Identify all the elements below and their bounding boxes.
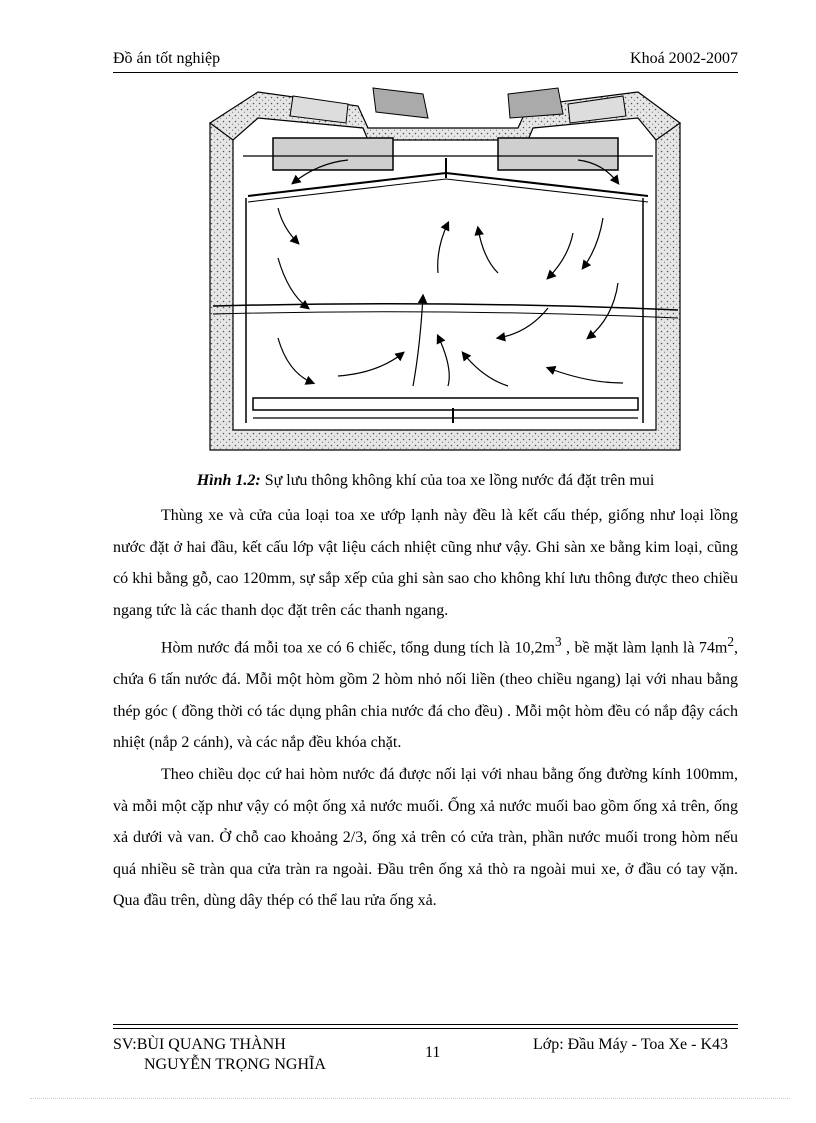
page-header bbox=[113, 50, 738, 74]
page-number: 11 bbox=[425, 1044, 441, 1061]
page-edge bbox=[30, 1098, 790, 1099]
paragraph-2-part-3: , chứa 6 tấn nước đá. Mỗi một hòm gồm 2 hòm nhỏ nối liền (theo chiều ngang) lại với nhau bằng thép góc ( đồng thời có tác dụng phân chia nước đá cho đều) . Mỗi một hòm đều có nắp đậy cách nhiệt (nắp 2 cánh), và các nắp đều khóa chặt. bbox=[113, 639, 739, 752]
floor-grate bbox=[253, 398, 638, 410]
left-hatch-cover bbox=[373, 88, 428, 118]
paragraph-1: Thùng xe và cửa của loại toa xe ướp lạnh này đều là kết cấu thép, giống như loại lồng nước đặt ở hai đầu, kết cấu lớp vật liệu cách nhiệt cũng như vậy. Ghi sàn xe bằng kim loại, cũng có khi bằng gỗ, cao 120mm, sự sắp xếp của ghi sàn sao cho không khí lưu thông được theo chiều ngang tức là các thanh dọc đặt trên các thanh ngang. bbox=[113, 507, 738, 619]
right-ice-bunker bbox=[498, 138, 618, 170]
page-footer bbox=[113, 1034, 738, 1084]
paragraph-2-part-2: , bề mặt làm lạnh là 74m bbox=[561, 639, 728, 657]
right-hatch bbox=[508, 88, 563, 118]
header-course: Khoá 2002-2007 bbox=[630, 50, 738, 67]
body-text bbox=[113, 500, 738, 917]
footer-divider-thin bbox=[113, 1028, 738, 1029]
paragraph-2-part-1: Hòm nước đá mỗi toa xe có 6 chiếc, tổng dung tích là 10,2m bbox=[161, 639, 555, 657]
ceiling-baffle bbox=[248, 173, 648, 196]
paragraph-2 bbox=[113, 626, 738, 759]
paragraph-3: Theo chiều dọc cứ hai hòm nước đá được nối lại với nhau bằng ống đường kính 100mm, và mỗi một cặp như vậy có một ống xả nước muối. Ống xả nước muối bao gồm ống xả trên, ống xả dưới và van. Ở chỗ cao khoảng 2/3, ống xả trên có cửa tràn, phần nước muối trong hòm nếu quá nhiều sẽ tràn qua cửa tràn ra ngoài. Đầu trên ống xả thò ra ngoài mui xe, ở đầu có tay vặn. Qua đầu trên, dùng dây thép có thể lau rửa ống xả. bbox=[113, 766, 738, 910]
header-divider bbox=[113, 72, 738, 73]
footer-divider-thick bbox=[113, 1024, 738, 1025]
superscript-2: 2 bbox=[727, 634, 735, 650]
figure-caption-text: Sự lưu thông không khí của toa xe lồng nước đá đặt trên mui bbox=[264, 472, 655, 489]
airflow-arrows bbox=[278, 160, 623, 386]
header-title: Đồ án tốt nghiệp bbox=[113, 50, 221, 67]
superscript-3: 3 bbox=[554, 634, 562, 650]
student-name-2: NGUYỄN TRỌNG NGHĨA bbox=[144, 1056, 326, 1073]
figure-label: Hình 1.2: bbox=[196, 472, 261, 489]
left-ice-bunker bbox=[273, 138, 393, 170]
railcar-airflow-diagram bbox=[198, 78, 698, 458]
student-name-1: SV:BÙI QUANG THÀNH bbox=[113, 1036, 286, 1053]
class-label: Lớp: Đầu Máy - Toa Xe - K43 bbox=[533, 1036, 728, 1053]
middle-rail bbox=[213, 304, 678, 310]
figure-caption bbox=[113, 472, 738, 490]
